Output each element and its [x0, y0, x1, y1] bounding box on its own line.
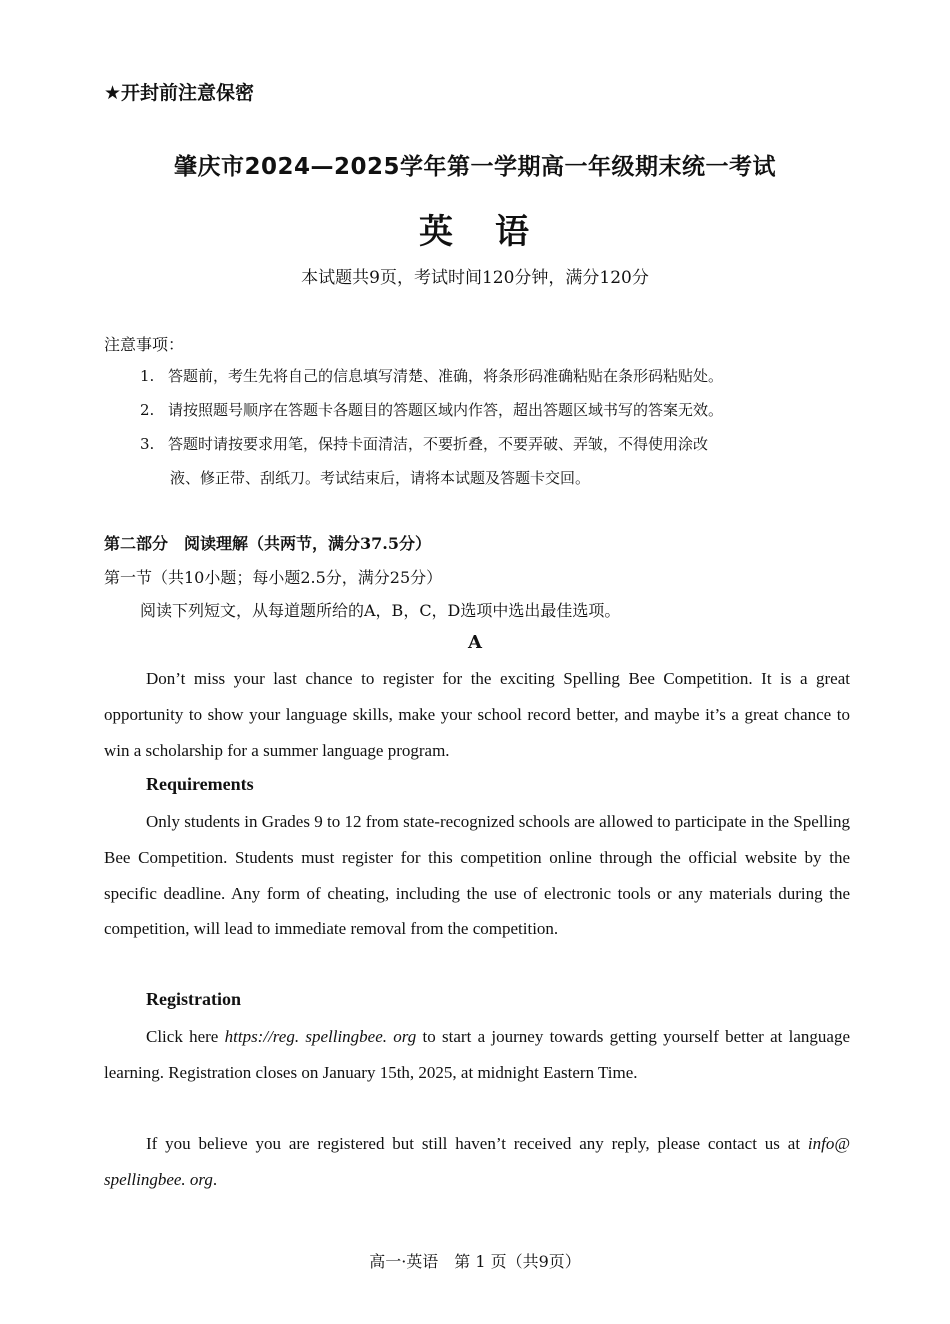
paragraph-text: Don’t miss your last chance to register for the exciting Spelling Bee Competition. It is a great opportunity to show your language skills, make your school record better, and maybe it’s a great chance to win a scholarship for a summer language program.	[104, 669, 850, 760]
registration-url[interactable]: https://reg. spellingbee. org	[224, 1027, 417, 1046]
note-item	[140, 393, 852, 427]
page-footer: 高一·英语 第 1 页（共9页）	[369, 1252, 581, 1271]
note-number: 3.	[140, 435, 155, 453]
subject-char-2: 语	[495, 212, 531, 252]
passage-paragraph	[104, 661, 850, 768]
passage-paragraph	[104, 1126, 850, 1198]
note-text: 请按照题号顺序在答题卡各题目的答题区域内作答，超出答题区域书写的答案无效。	[168, 401, 724, 419]
subject-title	[0, 204, 950, 253]
paragraph-text: If you believe you are registered but still haven’t received any reply, please contact us at	[146, 1134, 808, 1153]
passage-paragraph	[104, 804, 850, 947]
note-item	[140, 359, 852, 393]
passage-paragraph	[104, 1019, 850, 1091]
exam-title: 肇庆市2024—2025学年第一学期高一年级期末统一考试	[173, 154, 777, 180]
exam-info: 本试题共9页，考试时间120分钟，满分120分	[301, 268, 649, 288]
note-text: 答题前，考生先将自己的信息填写清楚、准确，将条形码准确粘贴在条形码粘贴处。	[168, 367, 724, 385]
confidential-notice: ★开封前注意保密	[104, 82, 255, 104]
passage-label: A	[468, 632, 482, 653]
note-text: 答题时请按要求用笔，保持卡面清洁，不要折叠，不要弄破、弄皱，不得使用涂改	[168, 435, 709, 453]
section-heading: 第一节（共10小题；每小题2.5分，满分25分）	[104, 568, 443, 587]
paragraph-text: Only students in Grades 9 to 12 from state-recognized schools are allowed to participate in the Spelling Bee Competition. Students must register for this competition online through the official website by the specific deadline. Any form of cheating, including the use of electronic tools or any materials during the competition, will lead to immediate removal from the competition.	[104, 812, 850, 939]
reading-instruction: 阅读下列短文，从每道题所给的A，B，C，D选项中选出最佳选项。	[140, 601, 621, 620]
part-heading: 第二部分 阅读理解（共两节，满分37.5分）	[104, 534, 431, 553]
note-number: 1.	[140, 367, 155, 385]
contact-email[interactable]: info@ spellingbee. org	[104, 1134, 850, 1189]
note-number: 2.	[140, 401, 155, 419]
paragraph-text: .	[212, 1169, 218, 1189]
requirements-heading: Requirements	[146, 774, 254, 794]
paragraph-text: Click here	[146, 1027, 225, 1046]
registration-heading: Registration	[146, 989, 241, 1009]
subject-char-1: 英	[419, 212, 455, 252]
paragraph-text: to start a journey towards getting yourself better at language learning. Registration closes on January 15th, 2025, at midnight Eastern Time.	[104, 1027, 850, 1082]
notes-heading: 注意事项：	[104, 335, 185, 354]
note-item	[140, 427, 852, 461]
note-continuation: 液、修正带、刮纸刀。考试结束后，请将本试题及答题卡交回。	[170, 469, 591, 487]
